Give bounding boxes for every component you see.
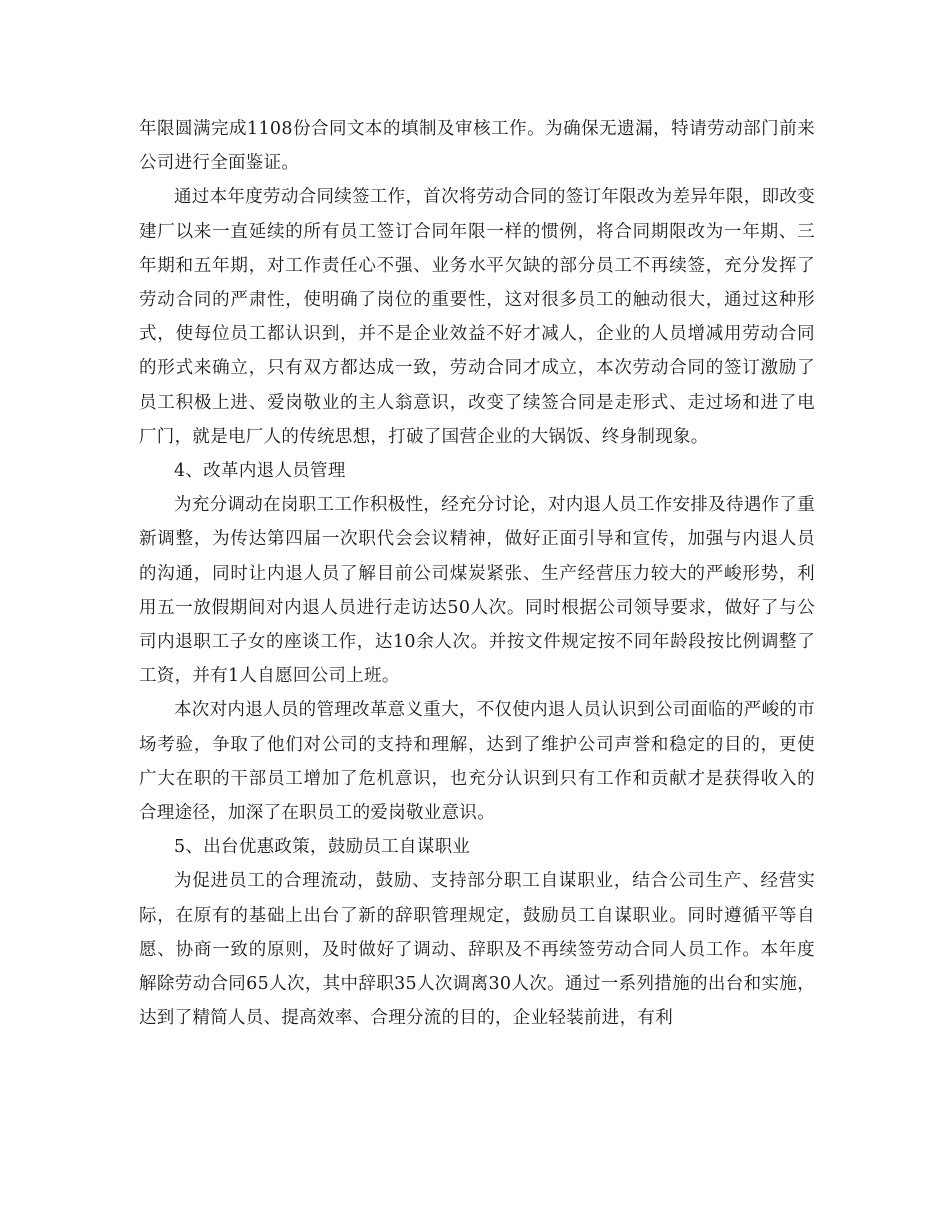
paragraph-continuation: 年限圆满完成1108份合同文本的填制及审核工作。为确保无遗漏，特请劳动部门前来公司进行全面鉴证。: [139, 119, 815, 174]
paragraph-reform-significance: 本次对内退人员的管理改革意义重大，不仅使内退人员认识到公司面临的严峻的市场考验，争取了他们对公司的支持和理解，达到了维护公司声誉和稳定的目的，更使广大在职的干部员工增加了危机意识，也充分认识到只有工作和贡献才是获得收入的合理途径，加深了在职员工的爱岗敬业意识。: [139, 700, 815, 824]
paragraph-retiree-management: 为充分调动在岗职工工作积极性，经充分讨论，对内退人员工作安排及待遇作了重新调整，为传达第四届一次职代会会议精神，做好正面引导和宣传，加强与内退人员的沟通，同时让内退人员了解目前公司煤炭紧张、生产经营压力较大的严峻形势，利用五一放假期间对内退人员进行走访达50人次。同时根据公司领导要求，做好了与公司内退职工子女的座谈工作，达10余人次。并按文件规定按不同年龄段按比例调整了工资，并有1人自愿回公司上班。: [139, 495, 815, 687]
paragraph-self-employment: 为促进员工的合理流动，鼓励、支持部分职工自谋职业，结合公司生产、经营实际，在原有的基础上出台了新的辞职管理规定，鼓励员工自谋职业。同时遵循平等自愿、协商一致的原则，及时做好了调动、辞职及不再续签劳动合同人员工作。本年度解除劳动合同65人次，其中辞职35人次调离30人次。通过一系列措施的出台和实施，达到了精简人员、提高效率、合理分流的目的，企业轻装前进，有利: [139, 871, 815, 1029]
paragraph-contract-renewal: 通过本年度劳动合同续签工作，首次将劳动合同的签订年限改为差异年限，即改变建厂以来一直延续的所有员工签订合同年限一样的惯例，将合同期限改为一年期、三年期和五年期，对工作责任心不强、业务水平欠缺的部分员工不再续签，充分发挥了劳动合同的严肃性，使明确了岗位的重要性，这对很多员工的触动很大，通过这种形式，使每位员工都认识到，并不是企业效益不好才减人，企业的人员增减用劳动合同的形式来确立，只有双方都达成一致，劳动合同才成立，本次劳动合同的签订激励了员工积极上进、爱岗敬业的主人翁意识，改变了续签合同是走形式、走过场和进了电厂门，就是电厂人的传统思想，打破了国营企业的大锅饭、终身制现象。: [139, 187, 815, 447]
document-body: [139, 112, 815, 1035]
section-heading-5: 5、出台优惠政策，鼓励员工自谋职业: [174, 837, 471, 858]
section-heading-4: 4、改革内退人员管理: [174, 461, 346, 482]
